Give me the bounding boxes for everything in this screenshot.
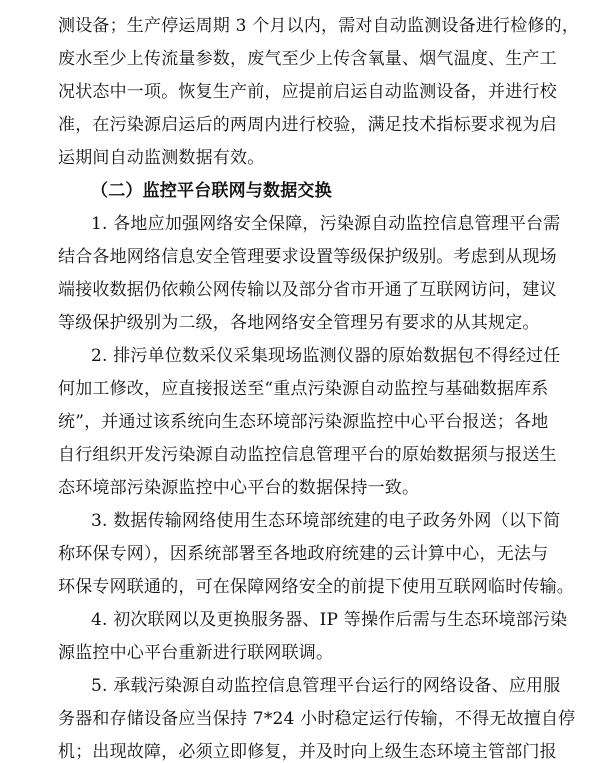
text-line: 机；出现故障，必须立即修复，并及时向上级生态环境主管部门报 xyxy=(58,742,557,762)
text-line: 1. 各地应加强网络安全保障，污染源自动监控信息管理平台需 xyxy=(91,214,561,234)
text-line: 务器和存储设备应当保持 7*24 小时稳定运行传输，不得无故擅自停 xyxy=(58,709,576,729)
section-heading: （二）监控平台联网与数据交换 xyxy=(91,181,332,201)
text-line: 况状态中一项。恢复生产前，应提前启运自动监测设备，并进行校 xyxy=(58,82,557,102)
text-line: 运期间自动监测数据有效。 xyxy=(58,148,265,168)
text-line: 准，在污染源启运后的两周内进行校验，满足技术指标要求视为启 xyxy=(58,115,557,135)
text-line: 态环境部污染源监控中心平台的数据保持一致。 xyxy=(58,478,420,498)
text-line: 称环保专网），因系统部署至各地政府统建的云计算中心，无法与 xyxy=(58,544,549,564)
text-line: 何加工修改，应直接报送至“重点污染源自动监控与基础数据库系 xyxy=(58,379,549,399)
text-line: 统”，并通过该系统向生态环境部污染源监控中心平台报送；各地 xyxy=(58,412,549,432)
text-line: 废水至少上传流量参数，废气至少上传含氧量、烟气温度、生产工 xyxy=(58,49,557,69)
text-line: 5. 承载污染源自动监控信息管理平台运行的网络设备、应用服 xyxy=(91,676,561,696)
text-line: 端接收数据仍依赖公网传输以及部分省市开通了互联网访问，建议 xyxy=(58,280,557,300)
text-line: 测设备；生产停运周期 3 个月以内，需对自动监测设备进行检修的， xyxy=(58,16,580,36)
text-line: 环保专网联通的，可在保障网络安全的前提下使用互联网临时传输。 xyxy=(58,577,574,597)
text-line: 自行组织开发污染源自动监控信息管理平台的原始数据须与报送生 xyxy=(58,445,557,465)
text-line: 源监控中心平台重新进行联网联调。 xyxy=(58,643,334,663)
text-line: 2. 排污单位数采仪采集现场监测仪器的原始数据包不得经过任 xyxy=(91,346,561,366)
text-line: 结合各地网络信息安全管理要求设置等级保护级别。考虑到从现场 xyxy=(58,247,557,267)
text-line: 4. 初次联网以及更换服务器、IP 等操作后需与生态环境部污染 xyxy=(91,610,568,630)
text-line: 3. 数据传输网络使用生态环境部统建的电子政务外网（以下简 xyxy=(91,511,561,531)
text-line: 等级保护级别为二级，各地网络安全管理另有要求的从其规定。 xyxy=(58,313,540,333)
